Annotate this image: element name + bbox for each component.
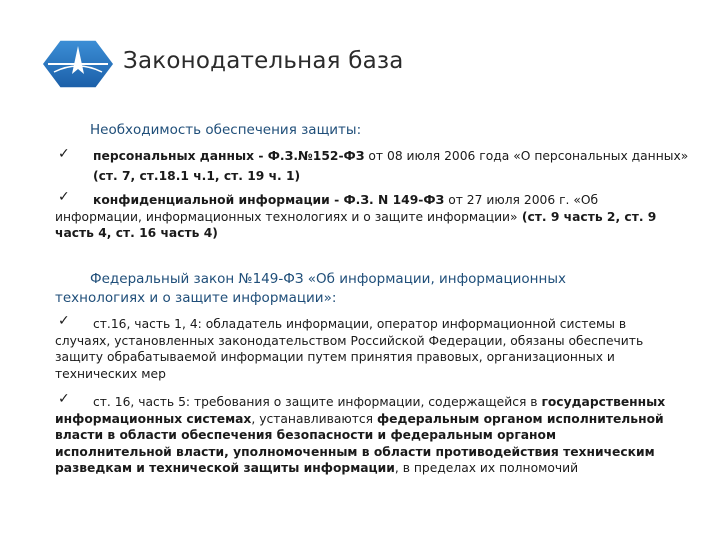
federal-authorities: федеральным органом исполнительной власти в области обеспечения безопасности и федеральным органом исполнительной власти, уполномоченным в области противодействия техническим разведкам и технической защиты информации: [55, 411, 664, 475]
personal-data-law-date: от 08 июля 2006 года «О персональных данных»: [364, 149, 689, 163]
section-heading-protection: Необходимость обеспечения защиты:: [90, 122, 362, 138]
confidential-info-law-title: от 27 июля 2006 г. «Об информации, информационных технологиях и о защите информации»: [55, 193, 599, 224]
article-16-part-5: [55, 394, 667, 477]
personal-data-law: персональных данных - Ф.З.№152-ФЗ: [93, 149, 365, 163]
personal-data-articles: (ст. 7, ст.18.1 ч.1, ст. 19 ч. 1): [93, 169, 301, 183]
article-16-part-5-text: ст. 16, часть 5: требования о защите информации, содержащейся в: [93, 395, 542, 409]
checkmark-icon: ✓: [58, 189, 70, 205]
section-heading-law-149: Федеральный закон №149-ФЗ «Об информации, информационных: [90, 271, 566, 287]
page-title: Законодательная база: [123, 48, 404, 74]
state-info-systems: государственных информационных системах: [55, 395, 666, 426]
checkmark-icon: ✓: [58, 146, 70, 162]
confidential-info-item: [55, 192, 667, 242]
checkmark-icon: ✓: [58, 313, 70, 329]
article-16-part-1-4: ст.16, часть 1, 4: обладатель информации, оператор информационной системы в случаях, установленных законодательством Российской Федерации, обязаны обеспечить защиту обрабатываемой информации путем принятия правовых, организационных и технических мер: [55, 317, 644, 381]
company-logo: [40, 38, 116, 90]
confidential-info-law: конфиденциальной информации - Ф.З. N 149-ФЗ: [93, 193, 445, 207]
article-16-part-5-text-3: , в пределах их полномочий: [394, 461, 579, 475]
article-16-part-5-text-2: , устанавливаются: [251, 411, 377, 426]
checkmark-icon: ✓: [58, 391, 70, 407]
confidential-info-articles: (ст. 9 часть 2, ст. 9 часть 4, ст. 16 часть 4): [55, 209, 657, 240]
personal-data-item: [93, 148, 693, 165]
section-heading-law-149-cont: технологиях и о защите информации»:: [55, 290, 337, 306]
